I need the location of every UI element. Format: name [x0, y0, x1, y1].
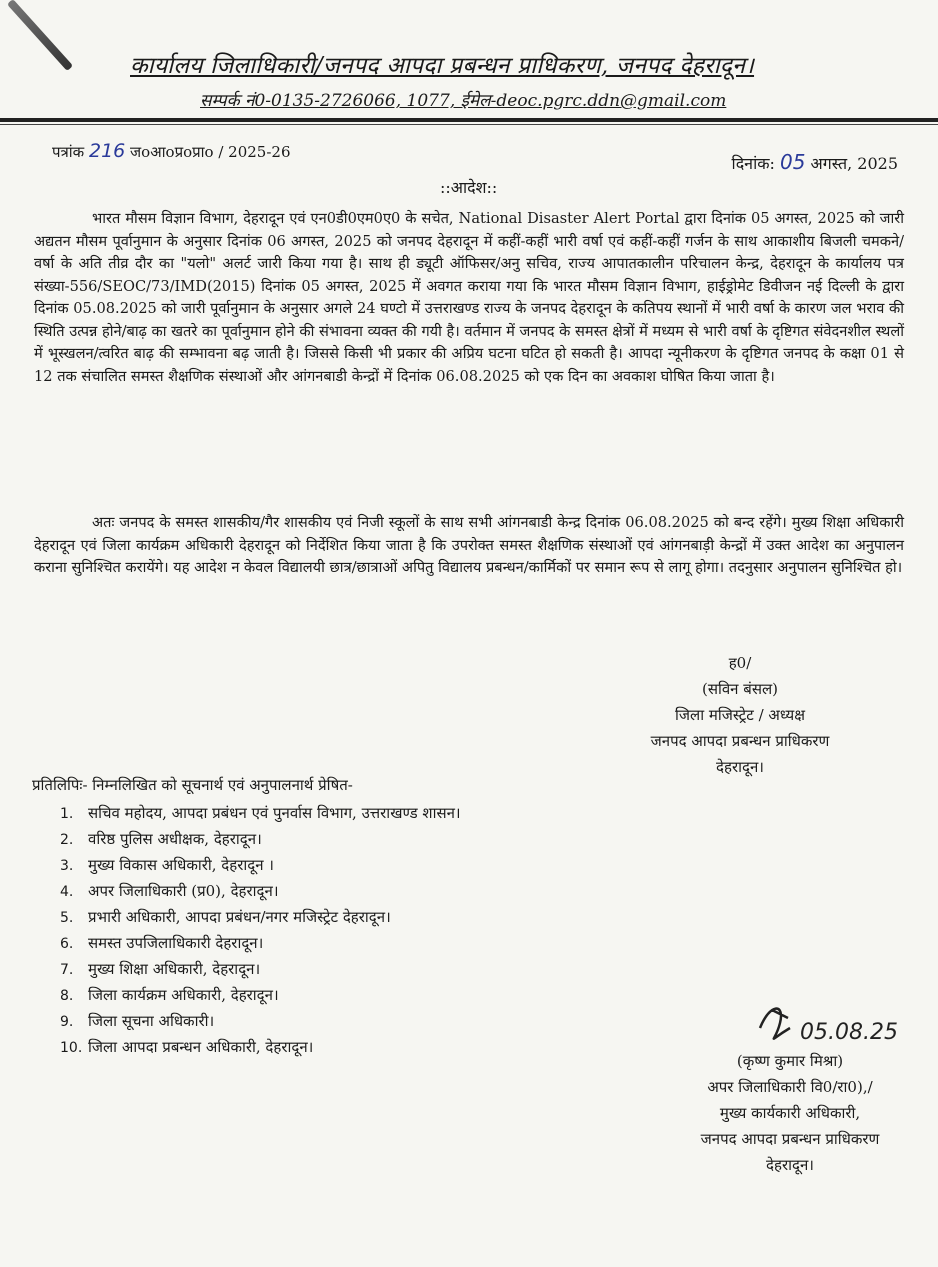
copy-to-list — [60, 800, 461, 1060]
pen-image — [7, 0, 73, 71]
reference-suffix: जoआoप्रoप्राo / 2025-26 — [130, 143, 291, 161]
list-item: 9. जिला सूचना अधिकारी। — [60, 1012, 215, 1030]
contact-line: सम्पर्क नं0-0135-2726066, 1077, ईमेल-deoc.pgrc.ddn@gmail.com — [200, 91, 727, 111]
office-heading: कार्यालय जिलाधिकारी/जनपद आपदा प्रबन्धन प्राधिकरण, जनपद देहरादून। — [130, 53, 755, 79]
order-paragraph-1: भारत मौसम विज्ञान विभाग, देहरादून एवं एन0डी0एम0ए0 के सचेत, National Disaster Alert Portal द्वारा दिनांक 05 अगस्त, 2025 को जारी अद्यतन मौसम पूर्वानुमान के अनुसार दिनांक 06 अगस्त, 2025 को जनपद देहरादून में कहीं-कहीं भारी वर्षा एवं कहीं-कहीं गर्जन के साथ आकाशीय बिजली चमकने/वर्षा के अति तीव्र दौर का "यलो" अलर्ट जारी किया गया है। साथ ही ड्यूटी ऑफिसर/अनु सचिव, राज्य आपातकालीन परिचालन केन्द्र, देहरादून के कार्यालय पत्र संख्या-556/SEOC/73/IMD(2015) दिनांक 05 अगस्त, 2025 में अवगत कराया गया कि भारत मौसम विज्ञान विभाग, हाईड्रोमेट डिवीजन नई दिल्ली के द्वारा दिनांक 05.08.2025 को जारी पूर्वानुमान के अनुसार अगले 24 घण्टो में उत्तराखण्ड राज्य के जनपद देहरादून के कतिपय स्थानों में भारी वर्षा के कारण जल भराव की स्थिति उत्पन्न होने/बाढ़ का खतरे का पूर्वानुमान होने की संभावना व्यक्त की गयी है। वर्तमान में जनपद के समस्त क्षेत्रों में मध्यम से भारी वर्षा के दृष्टिगत संवेदनशील स्थलों में भूस्खलन/त्वरित बाढ़ की सम्भावना बढ़ जाती है। जिससे किसी भी प्रकार की अप्रिय घटना घटित हो सकती है। आपदा न्यूनीकरण के दृष्टिगत जनपद के कक्षा 01 से 12 तक संचालित समस्त शैक्षणिक संस्थाओं और आंगनबाडी केन्द्रों में दिनांक 06.08.2025 को एक दिन का अवकाश घोषित किया जाता है। — [34, 210, 904, 385]
signatory-place: देहरादून। — [766, 1156, 814, 1174]
signatory-authority: जनपद आपदा प्रबन्धन प्राधिकरण — [700, 1130, 880, 1148]
copy-to-heading: प्रतिलिपिः- निम्नलिखित को सूचनार्थ एवं अनुपालनार्थ प्रेषित- — [32, 776, 353, 794]
header-divider-thick — [0, 118, 938, 122]
reference-handwritten-number: 216 — [89, 140, 126, 162]
date-month-year: अगस्त, 2025 — [810, 154, 898, 173]
list-item: 5. प्रभारी अधिकारी, आपदा प्रबंधन/नगर मजिस्ट्रेट देहरादून। — [60, 908, 391, 926]
district-magistrate-signature-block — [620, 650, 860, 780]
list-item: 8. जिला कार्यक्रम अधिकारी, देहरादून। — [60, 986, 279, 1004]
order-title: ::आदेश:: — [440, 178, 498, 197]
list-item: 6. समस्त उपजिलाधिकारी देहरादून। — [60, 934, 264, 952]
list-item: 1. सचिव महोदय, आपदा प्रबंधन एवं पुनर्वास विभाग, उत्तराखण्ड शासन। — [60, 804, 461, 822]
signed-mark: ह0/ — [728, 654, 752, 672]
signatory-designation: जिला मजिस्ट्रेट / अध्यक्ष — [675, 706, 805, 724]
signatory-authority: जनपद आपदा प्रबन्धन प्राधिकरण — [650, 732, 830, 750]
date-day-handwritten: 05 — [779, 150, 806, 174]
header-divider-thin — [0, 124, 938, 125]
list-item: 10. जिला आपदा प्रबन्धन अधिकारी, देहरादून। — [60, 1038, 314, 1056]
signatory-designation: अपर जिलाधिकारी वि0/रा0),/ — [707, 1078, 873, 1096]
adm-signature-block — [660, 1048, 920, 1178]
list-item: 2. वरिष्ठ पुलिस अधीक्षक, देहरादून। — [60, 830, 262, 848]
signatory-name: (कृष्ण कुमार मिश्रा) — [736, 1052, 844, 1070]
order-paragraph-2: अतः जनपद के समस्त शासकीय/गैर शासकीय एवं निजी स्कूलों के साथ सभी आंगनबाडी केन्द्र दिनांक 06.08.2025 को बन्द रहेंगे। मुख्य शिक्षा अधिकारी देहरादून एवं जिला कार्यक्रम अधिकारी देहरादून को निर्देशित किया जाता है कि उपरोक्त समस्त शैक्षणिक संस्थाओं एवं आंगनबाड़ी केन्द्रों में उक्त आदेश का अनुपालन कराना सुनिश्चित करायेंगे। यह आदेश न केवल विद्यालयी छात्र/छात्राओं अपितु विद्यालय प्रबन्धन/कार्मिकों पर समान रूप से लागू होगा। तदनुसार अनुपालन सुनिश्चित हो। — [34, 514, 904, 576]
signatory-name: (सविन बंसल) — [701, 680, 779, 698]
list-item: 7. मुख्य शिक्षा अधिकारी, देहरादून। — [60, 960, 261, 978]
signature-date: 05.08.25 — [800, 1020, 898, 1045]
date-label: दिनांक: — [731, 154, 775, 173]
order-date — [732, 150, 898, 174]
signatory-designation: मुख्य कार्यकारी अधिकारी, — [719, 1104, 861, 1122]
reference-prefix: पत्रांक — [52, 143, 85, 161]
list-item: 4. अपर जिलाधिकारी (प्र0), देहरादून। — [60, 882, 279, 900]
signatory-place: देहरादून। — [716, 758, 764, 776]
list-item: 3. मुख्य विकास अधिकारी, देहरादून । — [60, 856, 274, 874]
reference-number — [52, 140, 291, 162]
